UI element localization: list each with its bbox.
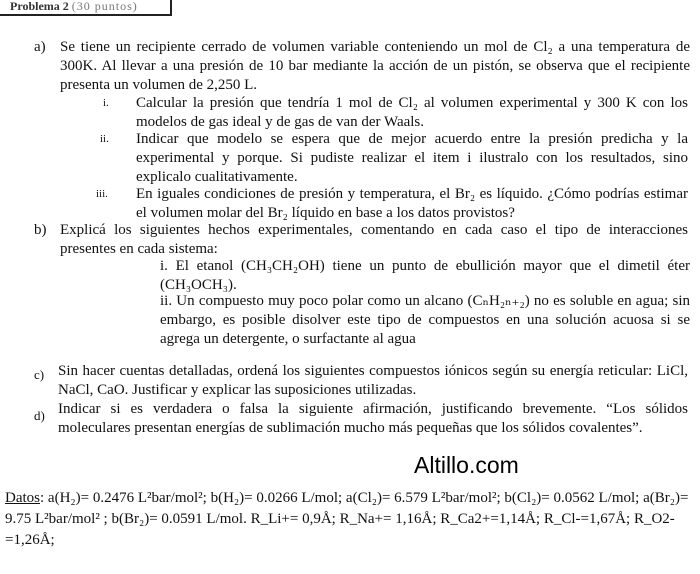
item-a-ii-number: ii. (100, 133, 109, 145)
item-a-ii-text: Indicar que modelo se espera que de mejor acuerdo entre la presión predicha y la experimental y porque. Si pudiste realizar el item i ilustralo con los resultados, sino explicalo cualitativamente. (136, 131, 688, 185)
item-b-ii-text: ii. Un compuesto muy poco polar como un alcano (CₙH₂ₙ₊₂) no es soluble en agua; sin embargo, es posible disolver este tipo de compuestos en una solución acuosa si se agrega un detergente, o surfactante al agua (160, 293, 690, 347)
item-b-i-text: i. El etanol (CH₃CH₂OH) tiene un punto de ebullición mayor que el dimetil éter (CH₃OCH₃). (160, 258, 690, 293)
item-b-text: Explicá los siguientes hechos experimentales, comentando en cada caso el tipo de interacciones presentes en cada sistema: (60, 222, 688, 257)
item-b-label: b) (34, 222, 47, 238)
datos-text: a(H₂)= 0.2476 L²bar/mol²; b(H₂)= 0.0266 L/mol; a(Cl₂)= 6.579 L²bar/mol²; b(Cl₂)= 0.0562 L/mol; a(Br₂)= 9.75 L²bar/mol² ; b(Br₂)= 0.0591 L/mol. R_Li+= 0,9Å; R_Na+= 1,16Å; R_Ca2+=1,14Å; R_Cl-=1,67Å; R_O2-=1,26Å; (5, 490, 689, 548)
item-c-label: c) (34, 367, 45, 382)
watermark-logo: Altillo.com (414, 452, 519, 478)
item-c-text: Sin hacer cuentas detalladas, ordená los siguientes compuestos iónicos según su energía reticular: LiCl, NaCl, CaO. Justificar y explicar las suposiciones utilizadas. (58, 363, 688, 398)
item-a-text: Se tiene un recipiente cerrado de volumen variable conteniendo un mol de Cl₂ a una temperatura de 300K. Al llevar a una presión de 10 bar mediante la acción de un pistón, se observa que el recipiente presenta un volumen de 2,250 L. (60, 39, 690, 93)
item-a-label: a) (34, 39, 46, 55)
problem-title: Problema 2 (10, 0, 69, 13)
item-a-iii-text: En iguales condiciones de presión y temperatura, el Br₂ es líquido. ¿Cómo podrías estimar el volumen molar del Br₂ líquido en base a los datos provistos? (136, 186, 688, 221)
problem-header (0, 0, 172, 16)
item-a-i-text: Calcular la presión que tendría 1 mol de Cl₂ al volumen experimental y 300 K con los modelos de gas ideal y de gas de van der Waals. (136, 95, 688, 130)
datos-section: Datos: a(H₂)= 0.2476 L²bar/mol²; b(H₂)= 0.0266 L/mol; a(Cl₂)= 6.579 L²bar/mol²; b(Cl₂)= 0.0562 L/mol; a(Br₂)= 9.75 L²bar/mol² ; b(Br₂)= 0.0591 L/mol. R_Li+= 0,9Å; R_Na+= 1,16Å; R_Ca2+=1,14Å; R_Cl-=1,67Å; R_O2-=1,26Å; (5, 490, 689, 548)
item-d-label: d) (34, 408, 45, 423)
item-a-iii-number: iii. (96, 188, 108, 200)
problem-points: (30 puntos) (71, 0, 138, 13)
datos-label: Datos (5, 490, 40, 506)
item-d-text: Indicar si es verdadera o falsa la siguiente afirmación, justificando brevemente. “Los sólidos moleculares presentan energías de sublimación mucho más pequeñas que los sólidos covalentes”. (58, 401, 688, 436)
item-a-i-number: i. (103, 97, 109, 109)
